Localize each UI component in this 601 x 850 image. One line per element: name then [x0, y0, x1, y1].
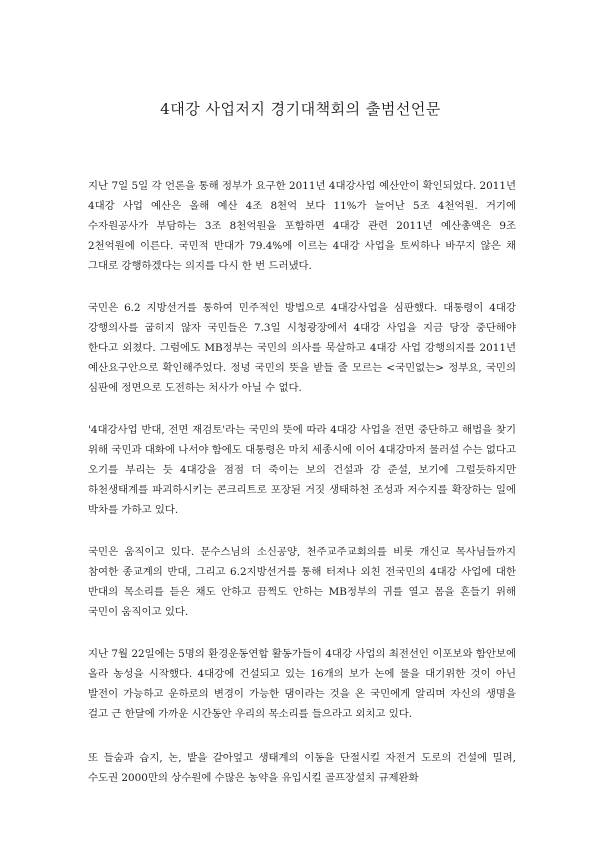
- paragraph-election: 국민은 6.2 지방선거를 통하여 민주적인 방법으로 4대강사업을 심판했다. 대통령이 4대강 강행의사를 굽히지 않자 국민들은 7.3일 시청광장에서 4대강 사업을 지금 당장 중단해야 한다고 외쳤다. 그럼에도 MB정부는 국민의 의사를 묵살하고 4대강 사업 강행의지를 2011년 예산요구안으로 확인해주었다. 정녕 국민의 뜻을 받들 줄 모르는 <국민없는> 정부요, 국민의 심판에 정면으로 도전하는 처사가 아닐 수 없다.: [88, 302, 516, 394]
- paragraph-protest: 지난 7월 22일에는 5명의 환경운동연합 활동가들이 4대강 사업의 최전선인 이포보와 함안보에 올라 농성을 시작했다. 4대강에 건설되고 있는 16개의 보가 논에 물을 대기위한 것이 아닌 발전이 가능하고 운하로의 변경이 가능한 댐이라는 것을 온 국민에게 알리며 자신의 생명을 걸고 근 한달에 가까운 시간동안 우리의 목소리를 들으라고 외치고 있다.: [88, 648, 516, 720]
- document-body: [88, 176, 516, 810]
- paragraph-citizens: 국민은 움직이고 있다. 문수스님의 소신공양, 천주교주교회의를 비롯 개신교 목사님들까지 참여한 종교계의 반대, 그리고 6.2지방선거를 통해 터져나 외친 전국민의 4대강 사업에 대한 반대의 목소리를 듣은 채도 안하고 끔쩍도 안하는 MB정부의 귀를 열고 몸을 흔들기 위해 국민이 움직이고 있다.: [88, 546, 516, 618]
- paragraph-budget: 지난 7일 5일 각 언론을 통해 정부가 요구한 2011년 4대강사업 예산안이 확인되었다. 2011년 4대강 사업 예산은 올해 예산 4조 8천억 보다 11%가 늘어난 5조 4천억원. 거기에 수자원공사가 부담하는 3조 8천억원을 포함하면 4대강 관련 2011년 예산총액은 9조 2천억원에 이른다. 국민적 반대가 79.4%에 이르는 4대강 사업을 토씨하나 바꾸지 않은 채 그대로 강행하겠다는 의지를 다시 한 번 드러냈다.: [88, 180, 516, 272]
- paragraph-wetlands: 또 들숨과 습지, 논, 밭을 갈아엎고 생태계의 이동을 단절시킬 자전거 도로의 건설에 밀려, 수도권 2000만의 상수원에 수많은 농약을 유입시킬 골프장설치 규제완화: [88, 752, 516, 784]
- paragraph-review: '4대강사업 반대, 전면 재검토'라는 국민의 뜻에 따라 4대강 사업을 전면 중단하고 해법을 찾기 위해 국민과 대화에 나서야 함에도 대통령은 마치 세종시에 이어 4대강마저 물러설 수는 없다고 오기를 부리는 듯 4대강을 점점 더 죽이는 보의 건설과 강 준설, 보기에 그럴듯하지만 하천생태계를 파괴하시키는 콘크리트로 포장된 거짓 생태하천 조성과 저수지를 확장하는 일에 박차를 가하고 있다.: [88, 424, 516, 516]
- document-title: 4대강 사업저지 경기대책회의 출범선언문: [160, 100, 441, 118]
